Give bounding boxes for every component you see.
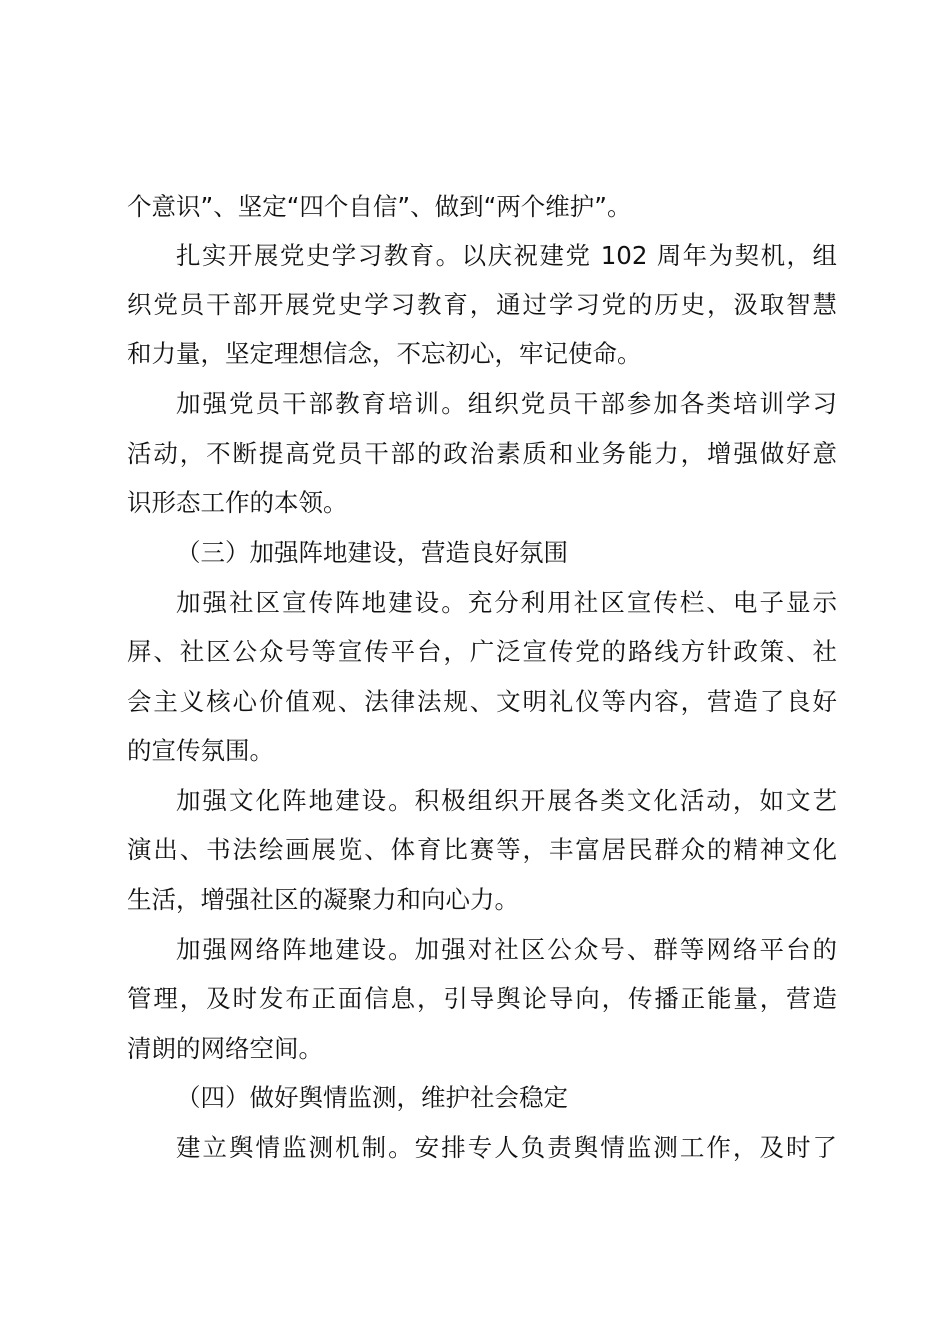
paragraph-line: 生活，增强社区的凝聚力和向心力。	[127, 885, 519, 914]
paragraph-line: 加强文化阵地建设。积极组织开展各类文化活动，如文艺	[176, 786, 837, 815]
paragraph-line: 扎实开展党史学习教育。以庆祝建党 102 周年为契机，组	[176, 241, 837, 270]
paragraph-line: 识形态工作的本领。	[127, 488, 348, 517]
paragraph-line: 加强网络阵地建设。加强对社区公众号、群等网络平台的	[176, 935, 837, 964]
paragraph-line: 管理，及时发布正面信息，引导舆论导向，传播正能量，营造	[127, 984, 837, 1013]
paragraph-line: 加强党员干部教育培训。组织党员干部参加各类培训学习	[176, 389, 837, 418]
paragraph-line: 织党员干部开展党史学习教育，通过学习党的历史，汲取智慧	[127, 290, 837, 319]
text-line: 个意识”、坚定“四个自信”、做到“两个维护”。	[127, 192, 632, 221]
paragraph-line: 清朗的网络空间。	[127, 1034, 323, 1063]
paragraph-line: 的宣传氛围。	[127, 736, 274, 765]
paragraph-line: 和力量，坚定理想信念，不忘初心，牢记使命。	[127, 339, 642, 368]
paragraph-line: 加强社区宣传阵地建设。充分利用社区宣传栏、电子显示	[176, 588, 837, 617]
section-heading: （四）做好舆情监测，维护社会稳定	[176, 1083, 568, 1112]
paragraph-line: 演出、书法绘画展览、体育比赛等，丰富居民群众的精神文化	[127, 835, 837, 864]
section-heading: （三）加强阵地建设，营造良好氛围	[176, 538, 568, 567]
paragraph-line: 屏、社区公众号等宣传平台，广泛宣传党的路线方针政策、社	[127, 637, 837, 666]
paragraph-line: 会主义核心价值观、法律法规、文明礼仪等内容，营造了良好	[127, 687, 837, 716]
paragraph-line: 建立舆情监测机制。安排专人负责舆情监测工作，及时了	[176, 1133, 837, 1162]
paragraph-line: 活动，不断提高党员干部的政治素质和业务能力，增强做好意	[127, 439, 837, 468]
